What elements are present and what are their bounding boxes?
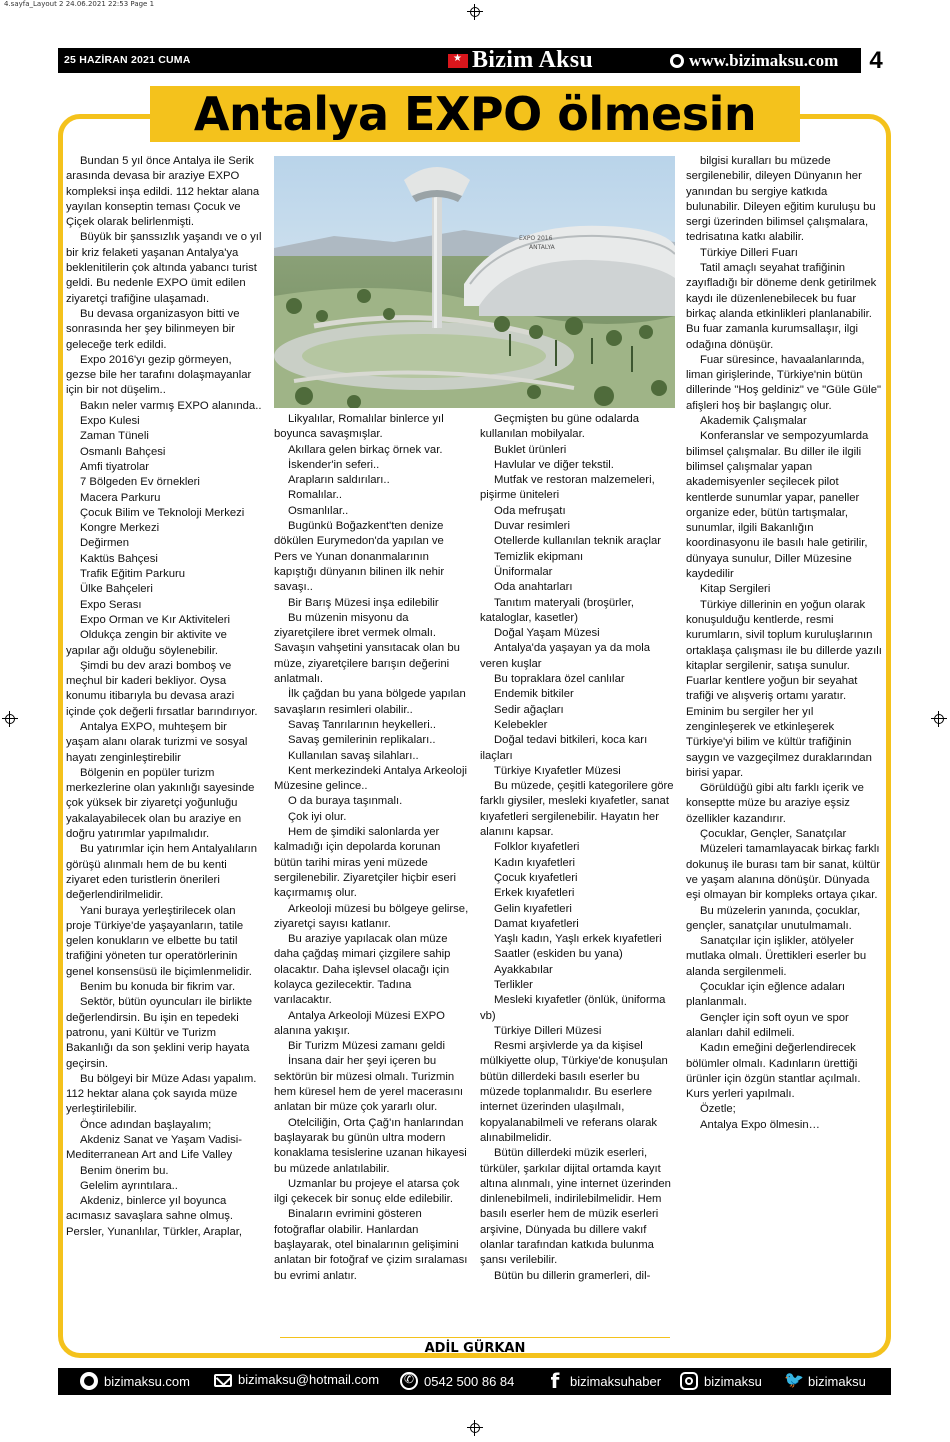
article-paragraph: Mesleki kıyafetler (önlük, üniforma vb): [480, 994, 666, 1022]
photo-sign-line1: EXPO 2016: [519, 235, 553, 242]
print-slug: 4.sayfa_Layout 2 24.06.2021 22:53 Page 1: [4, 0, 155, 8]
footer-facebook[interactable]: [546, 1369, 662, 1393]
article-paragraph: Arapların saldırıları..: [288, 474, 390, 487]
article-column-2: [274, 412, 470, 1284]
article-paragraph: Çocuk Bilim ve Teknoloji Merkezi: [80, 506, 245, 519]
article-paragraph: Ülke Bahçeleri: [80, 583, 153, 596]
page-number: 4: [861, 48, 891, 73]
article-paragraph: Tatil amaçlı seyahat trafiğinin zayıfladığı bir döneme denk getirilmek kaydı ile düzenlenebilecek bu fuar birkaç alanda etkinlikleri planlanabilir. Bu fuar zamanla kurumsallaşır, ilgi odağına dönüşür.: [686, 262, 877, 351]
article-paragraph: Gelelim ayrıntılara..: [80, 1179, 178, 1192]
article-paragraph: Konferanslar ve sempozyumlarda bilimsel çalışmalar. Bu diller ile ilgili bilimsel çalışmalar yapan akademisyenler seçilecek pilot kentlerde sunumlar yapar, paneller organize eder, bütün tartışmalar, sunumlar, ilgili Bakanlığın koordinasyonu ile basılı hale getirilir, dünyaya sunulur, Diller Müzesine kaydedilir: [686, 430, 869, 581]
article-paragraph: Doğal Yaşam Müzesi: [494, 627, 600, 640]
whatsapp-icon: [400, 1372, 418, 1390]
article-paragraph: Antalya EXPO, muhteşem bir yaşam alanı olarak turizmi ve sosyal hayatı zenginleştirebilir: [66, 720, 248, 764]
article-paragraph: Oldukça zengin bir aktivite ve yapılar ağı olduğu söylenebilir.: [66, 629, 227, 657]
article-paragraph: Oda anahtarları: [494, 581, 573, 594]
article-paragraph: Osmanlı Bahçesi: [80, 445, 166, 458]
website-link[interactable]: [670, 51, 838, 71]
article-paragraph: Endemik bitkiler: [494, 688, 574, 701]
turkish-flag-icon: [448, 54, 468, 68]
article-column-1: [66, 154, 262, 1240]
article-paragraph: Sedir ağaçları: [494, 703, 564, 716]
article-paragraph: Çocuklar, Gençler, Sanatçılar: [700, 828, 847, 841]
article-paragraph: Savaş gemilerinin replikaları..: [288, 734, 436, 747]
article-paragraph: Bütün dillerdeki müzik eserleri, türküler, şarkılar dijital ortamda kayıt altına alınmalı, yine internet üzerinden dinlenebilmeli, indirilebilmelidir. Hem basılı eserler hem de müzik eserleri arşivine, Dünyada bu dillere vakıf olanlar tarafından katkıda bulunma şansı verilebilir.: [480, 1147, 671, 1267]
article-paragraph: Akademik Çalışmalar: [700, 415, 807, 428]
article-paragraph: Damat kıyafetleri: [494, 917, 579, 930]
article-paragraph: Bu topraklara özel canlılar: [494, 673, 625, 686]
article-column-3: [480, 412, 676, 1284]
article-paragraph: Tanıtım materyali (broşürler, kataloglar, kasetler): [480, 596, 634, 624]
article-paragraph: Havlular ve diğer tekstil.: [494, 458, 614, 471]
article-paragraph: Bu devasa organizasyon bitti ve sonrasında her şey bilinmeyen bir geleceğe terk edildi.: [66, 307, 240, 351]
article-paragraph: Akıllara gelen birkaç örnek var.: [288, 443, 443, 456]
article-paragraph: Arkeoloji müzesi bu bölgeye gelirse, ziyaretçi sayısı katlanır.: [274, 902, 469, 930]
article-paragraph: Bundan 5 yıl önce Antalya ile Serik arasında devasa bir araziye EXPO kompleksi inşa edildi. 112 hektar alana yayılan konseptin teması Çocuk ve Çiçek olarak belirlenmişti.: [66, 155, 260, 229]
registration-mark-bottom: [467, 1420, 483, 1436]
article-paragraph: Folklor kıyafetleri: [494, 841, 580, 854]
article-paragraph: Bu araziye yapılacak olan müze daha çağdaş mimari çizgilere sahip olacaktır. Daha işlevsel olacağı için kolayca gezilecektir. Tadına varılacaktır.: [274, 933, 451, 1007]
article-paragraph: Müzeleri tamamlayacak birkaç farklı dokunuş ile burası tam bir sanat, kültür ve yaşam alanına dönüşür. Dünyada eşi olmayan bir kompleks ortaya çıkar.: [686, 843, 881, 902]
article-paragraph: Yaşlı kadın, Yaşlı erkek kıyafetleri: [494, 933, 662, 946]
article-paragraph: Likyalılar, Romalılar binlerce yıl boyunca savaşmışlar.: [274, 413, 444, 441]
footer-email-text: bizimaksu@hotmail.com: [238, 1372, 380, 1387]
article-paragraph: Özetle;: [700, 1103, 736, 1116]
article-paragraph: Mutfak ve restoran malzemeleri, pişirme üniteleri: [480, 474, 655, 502]
instagram-icon: [680, 1372, 698, 1390]
footer-phone[interactable]: [400, 1372, 514, 1390]
article-paragraph: Kitap Sergileri: [700, 583, 771, 596]
globe-icon: [670, 54, 684, 68]
article-paragraph: Çocuk kıyafetleri: [494, 871, 578, 884]
article-paragraph: Expo Serası: [80, 598, 142, 611]
article-paragraph: Terlikler: [494, 978, 533, 991]
article-paragraph: Antalya Expo ölmesin…: [700, 1118, 820, 1131]
article-paragraph: Binaların evrimini gösteren fotoğraflar olabilir. Hanlardan başlayarak, otel binalarının gelişimini anlatan bir fotoğraf ve çizim sıralaması bu evrimi anlatır.: [274, 1208, 468, 1282]
registration-mark-top: [467, 4, 483, 20]
footer-bar: [58, 1368, 891, 1395]
article-paragraph: Duvar resimleri: [494, 520, 570, 533]
article-paragraph: Uzmanlar bu projeye el atarsa çok ilgi çekecek bir sonuç elde edilebilir.: [274, 1177, 460, 1206]
article-paragraph: Kaktüs Bahçesi: [80, 552, 158, 565]
article-column-4: [686, 154, 884, 1133]
article-paragraph: Kullanılan savaş silahları..: [288, 749, 419, 762]
article-paragraph: Gelin kıyafetleri: [494, 902, 572, 915]
article-paragraph: 7 Bölgeden Ev örnekleri: [80, 476, 200, 489]
footer-instagram[interactable]: [680, 1372, 762, 1390]
article-paragraph: Üniformalar: [494, 565, 553, 578]
brand-name: Bizim Aksu: [472, 47, 594, 73]
footer-website-text: bizimaksu.com: [104, 1373, 190, 1389]
article-paragraph: Türkiye dillerinin en yoğun olarak konuşulduğu kentlerde, resmi kurumların, sivil toplum kuruluşlarının ortaklaşa çalışması ile bu dillerde yazılı kitaplar sergilenir, satışa sunulur. Fuarlar kentlere yoğun bir seyahat trafiği ve alışveriş ortamı yaratır. Eminim bu sergiler her yıl zenginleşerek ve etkinleşerek Türkiye'yi bilim ve kültür trafiğinin saygın ve vazgeçilmez duraklarından birisi yapar.: [686, 598, 882, 779]
article-paragraph: Önce adından başlayalım;: [80, 1118, 212, 1131]
footer-instagram-text: bizimaksu: [704, 1373, 762, 1389]
article-paragraph: Kadın kıyafetleri: [494, 856, 576, 869]
article-paragraph: Ayakkabılar: [494, 963, 553, 976]
twitter-icon: 🐦: [784, 1372, 804, 1389]
footer-twitter[interactable]: [784, 1372, 866, 1390]
article-paragraph: Buklet ürünleri: [494, 443, 567, 456]
article-paragraph: O da buraya taşınmalı.: [288, 795, 403, 808]
footer-email[interactable]: [214, 1372, 379, 1387]
article-paragraph: Expo 2016'yı gezip görmeyen, gezse bile her tarafını dolaşmayanlar için bir not düşelim..: [66, 353, 252, 397]
article-paragraph: Expo Kulesi: [80, 415, 140, 428]
article-paragraph: Benim bu konuda bir fikrim var.: [80, 981, 236, 994]
article-paragraph: Görüldüğü gibi altı farklı içerik ve konseptte müze bu araziye eşsiz özellikler kazandırır.: [686, 782, 864, 825]
article-paragraph: İlk çağdan bu yana bölgede yapılan savaşların resimleri olabilir..: [274, 688, 466, 716]
expo-photo-image: [274, 156, 675, 408]
byline-rule: [280, 1337, 670, 1338]
article-paragraph: Expo Orman ve Kır Aktiviteleri: [80, 613, 231, 626]
article-paragraph: İskender'in seferi..: [288, 458, 380, 471]
article-paragraph: Osmanlılar..: [288, 504, 349, 517]
article-paragraph: Resmi arşivlerde ya da kişisel mülkiyette olup, Türkiye'de konuşulan bütün dillerdeki basılı eserler bu müzede toplanmalıdır. Bu eserlere internet üzerinden ulaşılmalı, kopyalanabilmeli ve referans olarak alınabilmelidir.: [480, 1040, 668, 1144]
footer-facebook-text: bizimaksuhaber: [570, 1373, 662, 1389]
article-paragraph: Savaş Tanrılarının heykelleri..: [288, 718, 436, 731]
article-paragraph: Bütün bu dillerin gramerleri, dil-: [494, 1269, 651, 1282]
article-paragraph: Amfi tiyatrolar: [80, 460, 150, 473]
article-paragraph: Fuar süresince, havaalanlarında, liman girişlerinde, Türkiye'nin bütün dillerinde "Hoş geldiniz" ve "Güle Güle" afişleri hoş bir başlangıç olur.: [686, 353, 882, 412]
article-paragraph: Zaman Tüneli: [80, 430, 149, 443]
mail-icon: [214, 1374, 232, 1387]
article-paragraph: Kongre Merkezi: [80, 522, 160, 535]
article-paragraph: Bu müzenin misyonu da ziyaretçilere ibret vermek olmalı. Savaşın vahşetini yansıtacak olan bu müze, ziyaretçilere barışın değerini anlatmalı.: [274, 611, 460, 686]
article-paragraph: Bir Barış Müzesi inşa edilebilir: [288, 596, 439, 609]
article-paragraph: Temizlik ekipmanı: [494, 550, 584, 563]
author-byline: [280, 1341, 670, 1356]
article-paragraph: Antalya Arkeoloji Müzesi EXPO alanına yakışır.: [274, 1009, 445, 1037]
article-paragraph: Değirmen: [80, 537, 129, 550]
article-paragraph: Gençler için soft oyun ve spor alanları dahil edilmeli.: [686, 1011, 849, 1039]
article-paragraph: Kadın emeğini değerlendirecek bölümler olmalı. Kadınların ürettiği ürünler için özgün stantlar açılmalı. Kurs yerleri yapılmalı.: [686, 1042, 861, 1101]
article-paragraph: Otellerde kullanılan teknik araçlar: [494, 535, 662, 548]
article-paragraph: Doğal tedavi bitkileri, koca karı ilaçları: [480, 734, 648, 762]
article-paragraph: Hem de şimdiki salonlarda yer kalmadığı için depolarda korunan bütün tarihi miras yeni müzede sergilenebilir. Ziyaretçiler hiçbir eseri kaçırmamış olur.: [274, 826, 457, 900]
website-url: www.bizimaksu.com: [689, 51, 839, 70]
footer-twitter-text: bizimaksu: [808, 1373, 866, 1389]
article-paragraph: Bu müzede, çeşitli kategorilere göre farklı giysiler, mesleki kıyafetler, sanat kıyafetleri sergilenebilir. Hayatın her alanını kapsar.: [480, 780, 674, 839]
author-name: ADİL GÜRKAN: [424, 1341, 526, 1356]
globe-icon: [80, 1372, 98, 1390]
article-paragraph: Akdeniz, binlerce yıl boyunca acımasız savaşlara sahne olmuş. Persler, Yunanlılar, Türkler, Araplar,: [66, 1195, 243, 1238]
article-paragraph: Sektör, bütün oyuncuları ile birlikte değerlendirsin. Bu işin en tepedeki patronu, yani Kültür ve Turizm Bakanlığı da son şeklini verip hayata geçirsin.: [66, 996, 253, 1070]
article-paragraph: Kelebekler: [494, 718, 548, 731]
article-paragraph: Bir Turizm Müzesi zamanı geldi: [288, 1040, 445, 1053]
article-paragraph: Akdeniz Sanat ve Yaşam Vadisi- Mediterranean Art and Life Valley: [66, 1134, 243, 1162]
article-paragraph: Çocuklar için eğlence adaları planlanmalı.: [686, 981, 846, 1009]
article-paragraph: Türkiye Dilleri Müzesi: [494, 1024, 602, 1037]
article-paragraph: Geçmişten bu güne odalarda kullanılan mobilyalar.: [480, 413, 640, 441]
article-paragraph: Macera Parkuru: [80, 491, 161, 504]
article-paragraph: Bu müzelerin yanında, çocuklar, gençler, sanatçılar unutulmamalı.: [686, 904, 861, 932]
footer-phone-text: 0542 500 86 84: [424, 1373, 515, 1389]
article-paragraph: Otelciliğin, Orta Çağ'ın hanlarından başlayarak bu günün ultra modern konaklama tesislerine uzanan hikayesi bu müzede anlatılabilir.: [274, 1116, 467, 1175]
headline-box: [150, 86, 800, 142]
article-paragraph: Trafik Eğitim Parkuru: [80, 568, 186, 581]
article-paragraph: Sanatçılar için işlikler, atölyeler mutlaka olmalı. Ürettikleri eserler bu alanda sergilenmeli.: [686, 935, 867, 978]
article-paragraph: Türkiye Dilleri Fuarı: [700, 246, 798, 259]
footer-website[interactable]: [80, 1372, 190, 1390]
newspaper-brand[interactable]: [448, 48, 593, 73]
article-paragraph: Saatler (eskiden bu yana): [494, 948, 623, 961]
article-paragraph: Türkiye Kıyafetler Müzesi: [494, 764, 621, 777]
article-paragraph: Bu bölgeyi bir Müze Adası yapalım. 112 hektar alana çok sayıda müze yerleştirilebilir.: [66, 1072, 257, 1116]
article-paragraph: Kent merkezindeki Antalya Arkeoloji Müzesine gelince..: [274, 764, 467, 793]
article-paragraph: Bölgenin en popüler turizm merkezlerine olan yakınlığı sayesinde çok yüksek bir ziyaretçi yoğunluğu yakalayabilecek olan bu araziye en doğru yatırımlar yapılmalıdır.: [66, 766, 255, 841]
article-paragraph: Şimdi bu dev arazi bomboş ve meçhul bir kaderi bekliyor. Oysa konumu itibarıyla bu devasa arazi içinde çok değerli fırsatlar barındırıyor.: [66, 659, 258, 718]
registration-mark-right: [931, 711, 947, 727]
article-title: Antalya EXPO ölmesin: [193, 87, 757, 141]
facebook-icon: f: [550, 1369, 560, 1393]
article-paragraph: Büyük bir şanssızlık yaşandı ve o yıl bir kriz felaketi yaşanan Antalya'ya beklenitilerin çok altında yabancı turist geldi. Bu nedenle EXPO ümit edilen ziyaretçi trafiğine ulaşamadı.: [66, 231, 262, 305]
article-paragraph: Oda mefruşatı: [494, 504, 566, 517]
masthead-bar: [58, 48, 891, 73]
article-paragraph: bilgisi kuralları bu müzede sergilenebilir, dileyen Dünyanın her yanından bu sergiye katkıda bulunabilir. Dileyen eğitim kuruluşu bu sergi üzerinden bilimsel çalışmalara, tedrisatına katkı alabilir.: [686, 155, 876, 244]
expo-photo: [274, 156, 675, 408]
article-paragraph: İnsana dair her şeyi içeren bu sektörün bir müzesi olmalı. Turizmin hem küresel hem de yerel macerasını anlatan bir müze çok yararlı olur.: [274, 1055, 463, 1114]
article-paragraph: Bakın neler varmış EXPO alanında..: [80, 399, 262, 412]
article-paragraph: Antalya'da yaşayan ya da mola veren kuşlar: [480, 642, 651, 670]
article-paragraph: Benim önerim bu.: [80, 1164, 169, 1177]
registration-mark-left: [2, 711, 18, 727]
article-paragraph: Bu yatırımlar için hem Antalyalıların görüşü alınmalı hem de bu kenti ziyaret eden turistlerin önerileri değerlendirilmelidir.: [66, 843, 258, 902]
photo-sign-line2: ANTALYA: [529, 244, 555, 251]
article-paragraph: Çok iyi olur.: [288, 810, 347, 823]
article-paragraph: Romalılar..: [288, 489, 342, 502]
issue-date: 25 HAZİRAN 2021 CUMA: [64, 54, 191, 66]
article-paragraph: Yani buraya yerleştirilecek olan proje Türkiye'de yaşayanların, tatile gelen konukların ve elbette bu tatil trafiğini yöneten tur operatörlerinin genel konsensüsü ile biçimlenmelidir.: [66, 904, 252, 978]
article-paragraph: Erkek kıyafetleri: [494, 887, 575, 900]
article-paragraph: Bugünkü Boğazkent'ten denize dökülen Eurymedon'da yapılan ve Pers ve Yunan donanmalarının kapıştığı dünyanın bilinen ilk nehir savaşı..: [274, 520, 445, 594]
